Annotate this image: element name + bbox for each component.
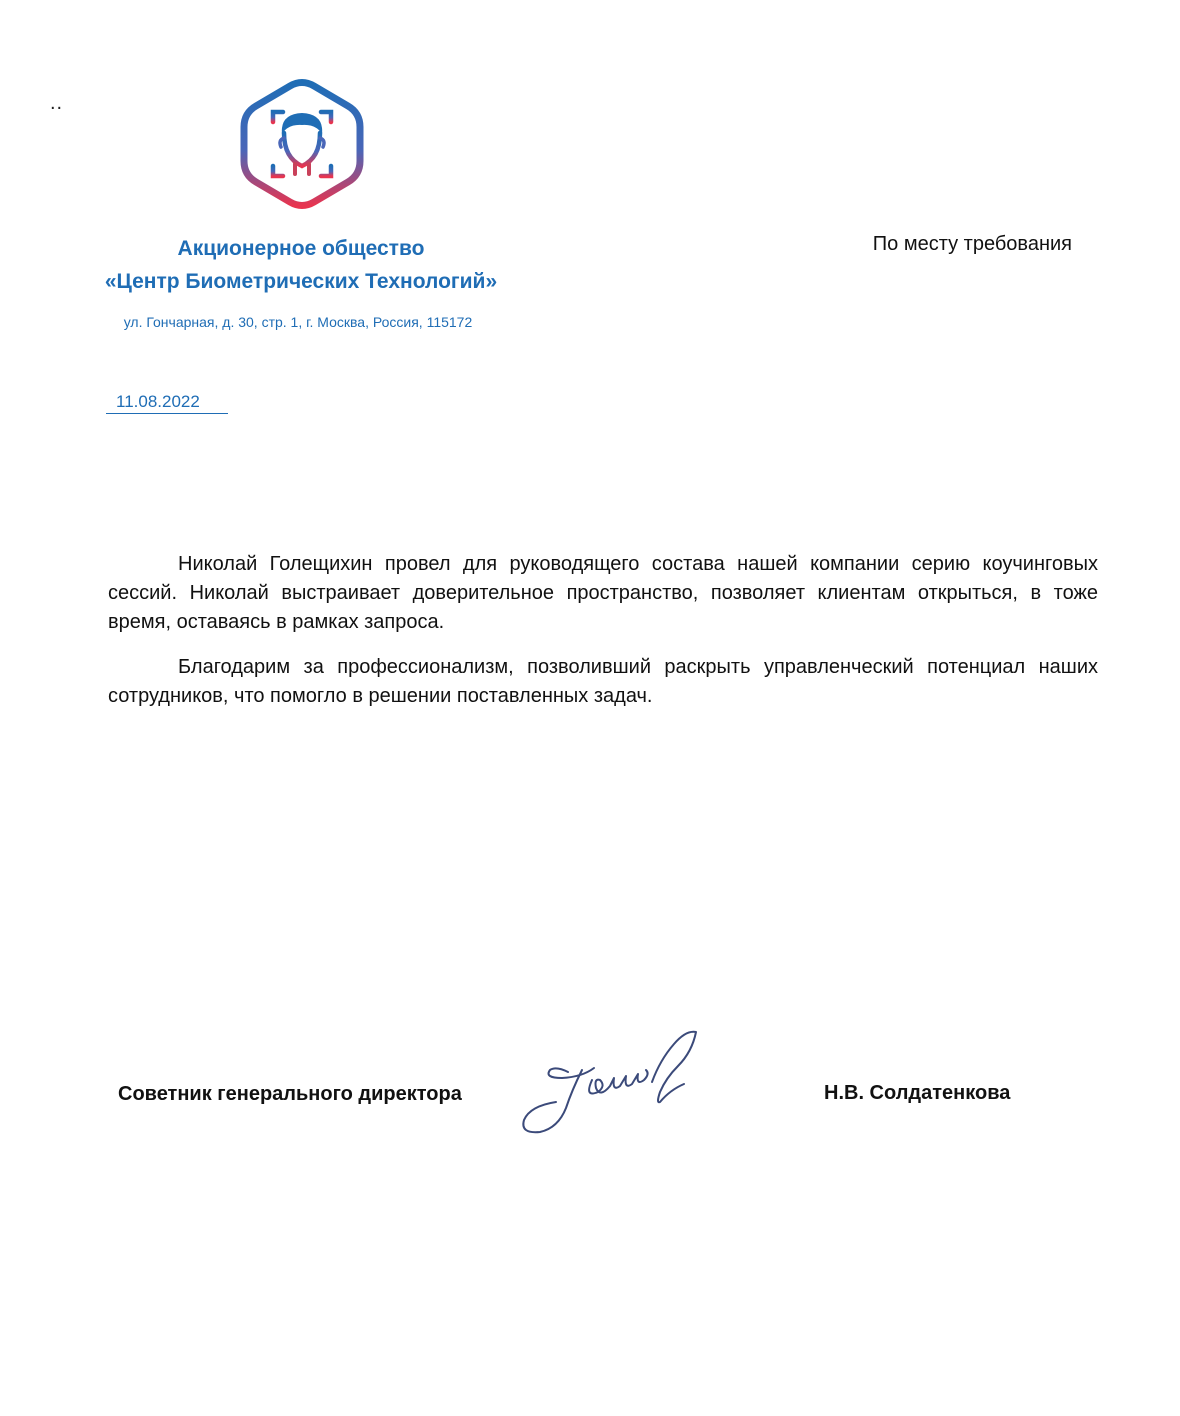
organization-address: ул. Гончарная, д. 30, стр. 1, г. Москва, Россия, 115172 <box>123 314 473 330</box>
face-scan-logo-icon <box>240 78 364 210</box>
body-paragraph: Благодарим за профессионализм, позволивший раскрыть управленческий потенциал наших сотрудников, что помогло в решении поставленных задач. <box>108 656 1098 707</box>
handwritten-signature-icon <box>510 1020 710 1140</box>
recipient-line: По месту требования <box>872 233 1072 255</box>
signer-position: Советник генерального директора <box>118 1083 462 1105</box>
organization-name <box>80 232 522 298</box>
letter-body <box>108 550 1098 727</box>
organization-name-line2: «Центр Биометрических Технологий» <box>104 270 498 293</box>
signer-name: Н.В. Солдатенкова <box>824 1082 1011 1104</box>
organization-name-line1: Акционерное общество <box>177 237 425 260</box>
corner-mark: .. <box>50 92 64 114</box>
body-paragraph: Николай Голещихин провел для руководящего состава нашей компании серию коучинговых сессий. Николай выстраивает доверительное пространство, позволяет клиентам открыться, в тоже время, оставаясь в рамках запроса. <box>108 553 1098 633</box>
letter-date: 11.08.2022 <box>106 391 228 414</box>
